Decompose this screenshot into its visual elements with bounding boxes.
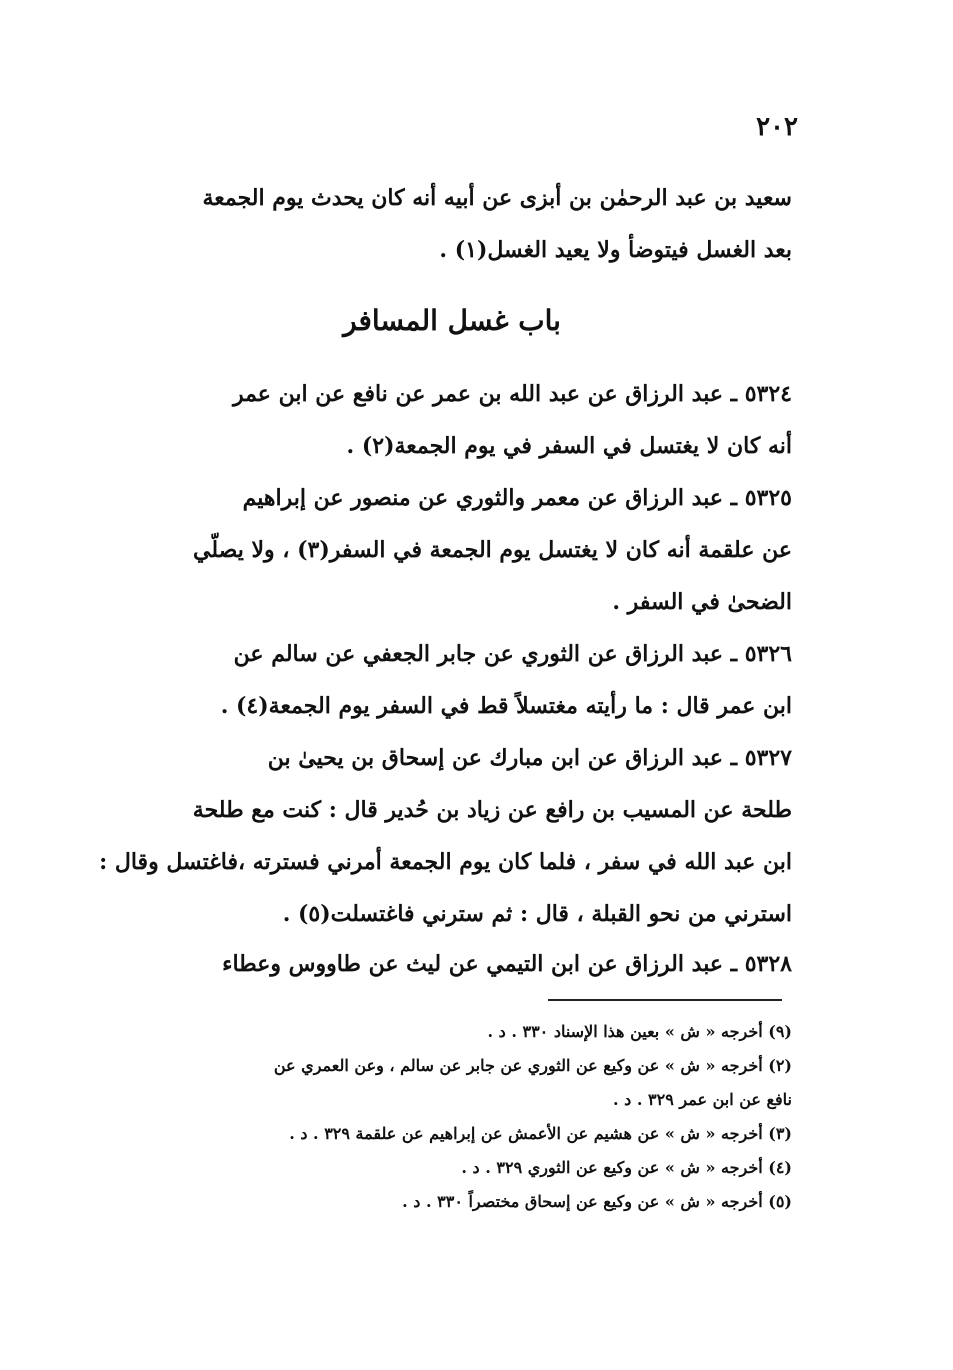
hadith-5326 <box>112 628 792 732</box>
section-heading: باب غسل المسافر <box>343 304 561 337</box>
hadith-5327 <box>99 732 792 940</box>
text-line: ابن عمر قال : ما رأيته مغتسلاً قط في السفر يوم الجمعة(٤) . <box>220 693 792 719</box>
footnote: (٤) أخرجه « ش » عن وكيع عن الثوري ٣٢٩ . د . <box>461 1158 792 1177</box>
text-line: بعد الغسل فيتوضأ ولا يعيد الغسل(١) . <box>439 237 792 263</box>
text-line: ٥٣٢٥ ـ عبد الرزاق عن معمر والثوري عن منصور عن إبراهيم <box>242 485 792 511</box>
footnote: (٩) أخرجه « ش » بعين هذا الإسناد ٣٣٠ . د . <box>487 1022 792 1041</box>
text-line: طلحة عن المسيب بن رافع عن زياد بن حُدير قال : كنت مع طلحة <box>192 797 792 823</box>
text-line: استرني من نحو القبلة ، قال : ثم سترني فاغتسلت(٥) . <box>282 901 792 927</box>
text-line: ٥٣٢٦ ـ عبد الرزاق عن الثوري عن جابر الجعفي عن سالم عن <box>233 641 792 667</box>
footnote-continuation: نافع عن ابن عمر ٣٢٩ . د . <box>613 1090 792 1109</box>
footnote: (٣) أخرجه « ش » عن هشيم عن الأعمش عن إبراهيم عن علقمة ٣٢٩ . د . <box>289 1124 792 1143</box>
page-number: ٢٠٢ <box>756 112 798 142</box>
text-line: أنه كان لا يغتسل في السفر في يوم الجمعة(٢) . <box>346 433 792 459</box>
footnote: (٢) أخرجه « ش » عن وكيع عن الثوري عن جابر عن سالم ، وعن العمري عن <box>273 1056 792 1075</box>
footnote: (٥) أخرجه « ش » عن وكيع عن إسحاق مختصراً ٣٣٠ . د . <box>402 1192 792 1211</box>
top-paragraph <box>112 172 792 276</box>
text-line: سعيد بن عبد الرحمٰن بن أبزى عن أبيه أنه كان يحدث يوم الجمعة <box>202 185 792 211</box>
hadith-5324 <box>112 368 792 472</box>
hadith-5328 <box>112 938 792 990</box>
text-line: ٥٣٢٧ ـ عبد الرزاق عن ابن مبارك عن إسحاق بن يحيىٰ بن <box>267 745 792 771</box>
hadith-5325 <box>112 472 792 628</box>
text-line: عن علقمة أنه كان لا يغتسل يوم الجمعة في السفر(٣) ، ولا يصلّي <box>193 537 792 563</box>
text-line: ٥٣٢٤ ـ عبد الرزاق عن عبد الله بن عمر عن نافع عن ابن عمر <box>232 381 792 407</box>
text-line: ٥٣٢٨ ـ عبد الرزاق عن ابن التيمي عن ليث عن طاووس وعطاء <box>222 951 792 977</box>
footnotes <box>112 1015 792 1219</box>
text-line: ابن عبد الله في سفر ، فلما كان يوم الجمعة أمرني فسترته ،فاغتسل وقال : <box>99 849 792 875</box>
footnote-divider <box>548 999 782 1001</box>
text-line: الضحىٰ في السفر . <box>612 589 792 615</box>
